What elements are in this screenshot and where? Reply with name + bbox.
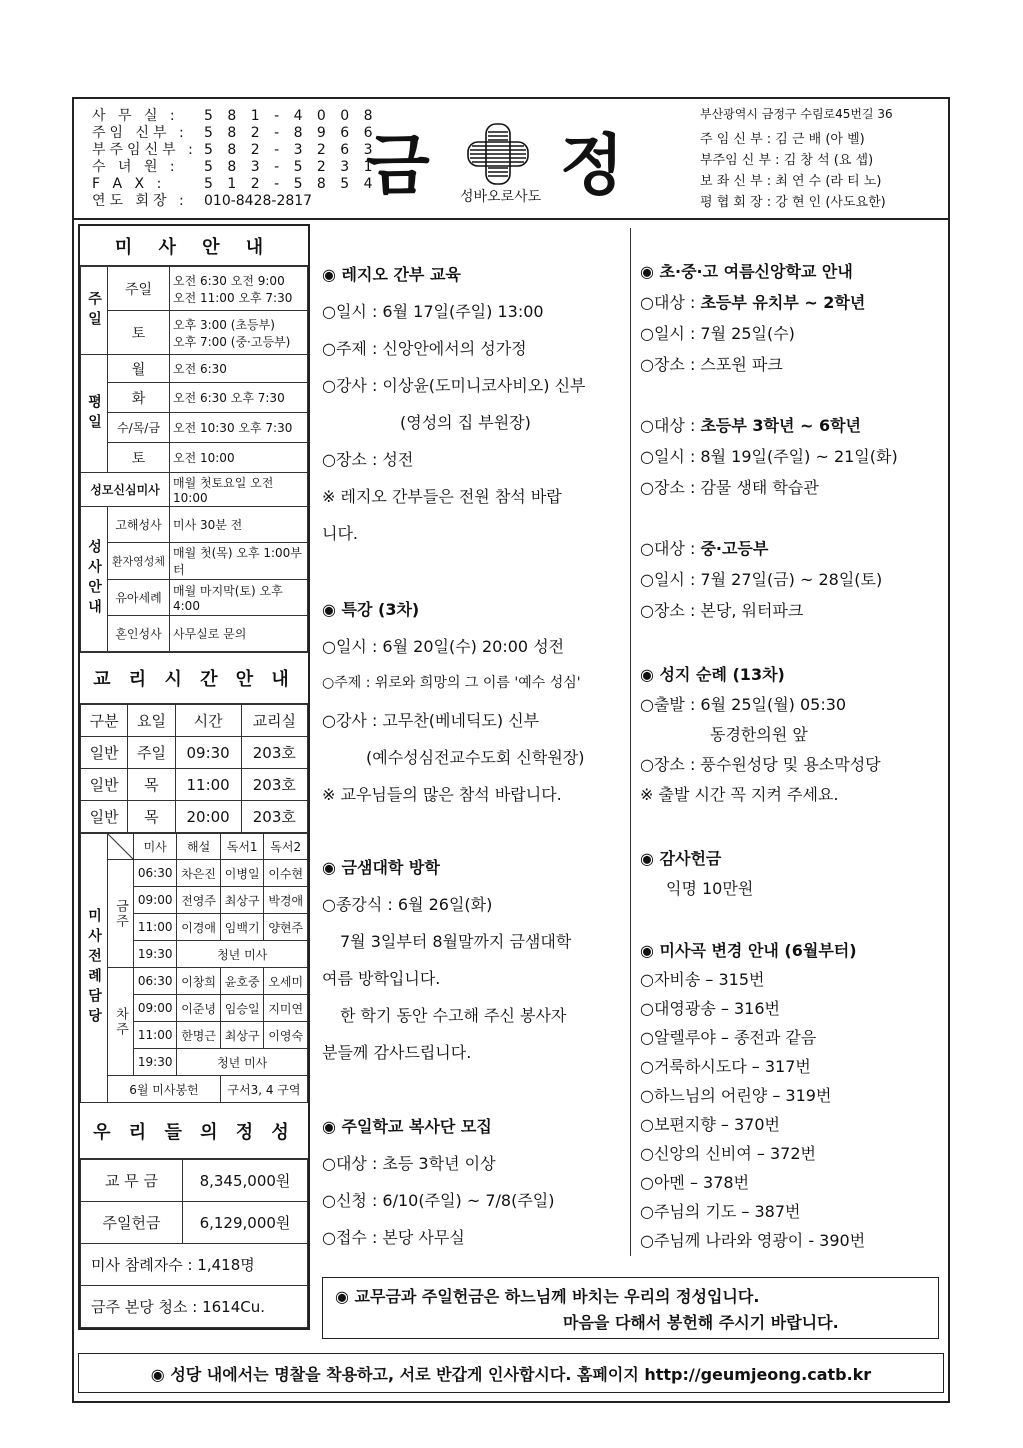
table-cell: 주일 (128, 737, 175, 769)
staff-row: 주 임 신 부 : 김 근 배 (아 벨) (700, 132, 865, 147)
text-line: ○자비송 – 315번 (640, 970, 765, 989)
table-cell: 최상구 (220, 1022, 264, 1049)
text-line: ○일시 : 6월 20일(수) 20:00 성전 (322, 637, 565, 656)
diagonal-divider-icon (108, 834, 133, 859)
text-line: ○접수 : 본당 사무실 (322, 1228, 465, 1247)
text-line: 여름 방학입니다. (322, 969, 441, 988)
table-cell: 한명근 (177, 1022, 221, 1049)
staff-row: 평 협 회 장 : 강 현 인 (사도요한) (700, 195, 886, 210)
text-span: 초등부 3학년 ~ 6학년 (700, 416, 862, 435)
attendance: 미사 참례자수 : 1,418명 (81, 1244, 308, 1286)
table-cell: 지미연 (264, 995, 308, 1022)
text-line: ○장소 : 감물 생태 학습관 (640, 478, 819, 497)
table-cell: 교 무 금 (81, 1160, 183, 1202)
text-line: ○하느님의 어린양 – 319번 (640, 1086, 832, 1105)
text-line: (영성의 집 부원장) (400, 413, 531, 432)
table-cell: 토 (108, 443, 170, 473)
text-line: ○종강식 : 6월 26일(화) (322, 895, 493, 914)
weekday-label: 평일 (81, 355, 108, 473)
text-line: ○일시 : 7월 27일(금) ~ 28일(토) (640, 570, 883, 589)
text-span: ○대상 : (640, 293, 701, 312)
text-span: ○대상 : (640, 416, 701, 435)
table-cell: 일반 (81, 737, 128, 769)
table-cell: 목 (128, 769, 175, 801)
text-span: 초등부 유치부 ~ 2학년 (700, 293, 866, 312)
text-line: ※ 레지오 간부들은 전원 참석 바랍 (322, 487, 562, 506)
table-cell: 11:00 (134, 1022, 177, 1049)
text-line: ○대상 : 초등 3학년 이상 (322, 1154, 496, 1173)
table-cell: 유아세례 (108, 580, 170, 616)
contact-row: 수 녀 원 : 5 8 3 - 5 2 3 1 (92, 159, 378, 175)
table-cell: 주일 (108, 267, 170, 311)
table-cell: 6,129,000원 (183, 1202, 308, 1244)
table-cell: 203호 (241, 801, 307, 833)
table-cell: 09:00 (134, 887, 177, 914)
text-line: ◉ 주일학교 복사단 모집 (322, 1117, 492, 1136)
text-line: ○장소 : 본당, 워터파크 (640, 601, 804, 620)
table-cell: 최상구 (220, 887, 264, 914)
text-line: ○장소 : 풍수원성당 및 용소막성당 (640, 755, 881, 774)
table-cell: 20:00 (175, 801, 241, 833)
liturgy-duty-table (80, 833, 308, 1103)
table-cell: 독서2 (264, 834, 308, 860)
cross-emblem-icon (466, 122, 530, 186)
contact-row: 주임 신부 : 5 8 2 - 8 9 6 6 (92, 125, 378, 141)
text-line: ※ 출발 시간 꼭 지켜 주세요. (640, 785, 839, 804)
table-cell: 해설 (177, 834, 221, 860)
table-cell: 미사 30분 전 (170, 507, 308, 543)
table-cell: 09:30 (175, 737, 241, 769)
table-cell: 오전 6:30 오후 7:30 (170, 383, 308, 413)
staff-list (700, 104, 893, 213)
table-row (81, 769, 308, 801)
table-cell (108, 834, 134, 860)
table-cell: 이경애 (177, 914, 221, 941)
text-line (640, 533, 898, 564)
text-line: ○알렐루야 – 종전과 같음 (640, 1028, 817, 1047)
sacrament-label: 성사안내 (81, 507, 108, 652)
table-cell: 토 (108, 311, 170, 355)
text-line: 분들께 감사드립니다. (322, 1043, 472, 1062)
offering-notice: ◉ 교무금과 주일헌금은 하느님께 바치는 우리의 정성입니다. 마음을 다해서 봉헌해 주시기 바랍니다. (322, 1277, 939, 1339)
table-cell: 박경애 (264, 887, 308, 914)
table-cell: 차주 (108, 968, 134, 1076)
text-line (640, 287, 898, 318)
text-line: 동경한의원 앞 (710, 725, 808, 744)
text-line: ○장소 : 스포원 파크 (640, 355, 783, 374)
table-cell: 요일 (128, 705, 175, 737)
table-cell: 전영주 (177, 887, 221, 914)
table-cell: 오전 6:30 오전 9:00 오전 11:00 오후 7:30 (170, 267, 308, 311)
text-line (640, 380, 898, 410)
header-divider (74, 218, 949, 220)
text-line: (예수성심전교수도회 신학원장) (366, 748, 585, 767)
table-cell: 목 (128, 801, 175, 833)
staff-row: 부주임 신 부 : 김 창 석 (요 셉) (700, 153, 874, 168)
text-line: ○주님께 나라와 영광이 - 390번 (640, 1231, 866, 1250)
college-section (322, 849, 571, 1071)
text-line: 한 학기 동안 수고해 주신 봉사자 (340, 1006, 567, 1025)
text-span: ○대상 : (640, 539, 701, 558)
mass-schedule-table (80, 266, 308, 652)
contact-list (92, 108, 378, 210)
table-cell: 8,345,000원 (183, 1160, 308, 1202)
table-cell: 이영숙 (264, 1022, 308, 1049)
table-cell: 06:30 (134, 968, 177, 995)
text-line: ○강사 : 고무찬(베네딕도) 신부 (322, 711, 540, 730)
text-line: ◉ 초·중·고 여름신앙학교 안내 (640, 262, 853, 281)
thanks-offering-section (640, 844, 753, 904)
text-line: ※ 교우님들의 많은 참석 바랍니다. (322, 785, 562, 804)
table-cell: 매월 첫(목) 오후 1:00부터 (170, 543, 308, 580)
table-cell: 이준녕 (177, 995, 221, 1022)
table-cell: 203호 (241, 769, 307, 801)
column-divider (630, 228, 631, 1256)
text-line: ○출발 : 6월 25일(월) 05:30 (640, 695, 847, 714)
title-right-glyph: 정 (560, 127, 624, 204)
table-cell: 11:00 (134, 914, 177, 941)
text-line: ○일시 : 6월 17일(주일) 13:00 (322, 302, 544, 321)
contact-row: F A X : 5 1 2 - 5 8 5 4 (92, 176, 378, 192)
table-cell: 차은진 (177, 860, 221, 887)
summer-camp-section (640, 256, 898, 626)
table-cell: 미사 (134, 834, 177, 860)
text-line (640, 410, 898, 441)
text-line: ○보편지향 – 370번 (640, 1115, 780, 1134)
table-cell: 화 (108, 383, 170, 413)
table-cell: 이창희 (177, 968, 221, 995)
table-cell: 오전 6:30 (170, 355, 308, 383)
table-cell: 독서1 (220, 834, 264, 860)
text-line: ○강사 : 이상윤(도미니코사비오) 신부 (322, 376, 586, 395)
table-cell: 매월 마지막(토) 오후 4:00 (170, 580, 308, 616)
title-left-glyph: 금 (366, 127, 430, 204)
text-line: ○주제 : 신앙안에서의 성가정 (322, 339, 527, 358)
hymn-change-section (640, 936, 865, 1255)
mass-title: 미 사 안 내 (80, 226, 308, 266)
cleaning: 금주 본당 청소 : 1614Cu. (81, 1286, 308, 1328)
table-cell: 주일헌금 (81, 1202, 183, 1244)
text-line: ○일시 : 8월 19일(주일) ~ 21일(화) (640, 447, 898, 466)
text-line: ○일시 : 7월 25일(수) (640, 324, 795, 343)
text-line: ○대영광송 – 316번 (640, 999, 780, 1018)
table-cell: 오세미 (264, 968, 308, 995)
contact-row: 연도 회장 : 010-8428-2817 (92, 193, 313, 209)
text-line: ○아멘 – 378번 (640, 1173, 750, 1192)
text-line: ◉ 미사곡 변경 안내 (6월부터) (640, 941, 857, 960)
table-cell: 오후 3:00 (초등부) 오후 7:00 (중·고등부) (170, 311, 308, 355)
table-cell: 매월 첫토요일 오전 10:00 (170, 473, 308, 507)
text-line: ○주제 : 위로와 희망의 그 이름 '예수 성심' (322, 675, 581, 691)
pilgrimage-section (640, 660, 881, 810)
giving-title: 우 리 들 의 정 성 (80, 1103, 308, 1159)
table-cell: 고해성사 (108, 507, 170, 543)
table-cell: 교리실 (241, 705, 307, 737)
duty-label: 미사전례담당 (81, 834, 108, 1103)
footer-text: ◉ 성당 내에서는 명찰을 착용하고, 서로 반갑게 인사합시다. 홈페이지 http://geumjeong.catb.kr (150, 1364, 872, 1384)
text-line (640, 503, 898, 533)
text-line: ○장소 : 성전 (322, 450, 414, 469)
table-cell: 19:30 (134, 941, 177, 968)
table-cell: 시간 (175, 705, 241, 737)
text-line: ◉ 감사헌금 (640, 849, 722, 868)
legio-section (322, 256, 585, 552)
giving-table (80, 1159, 308, 1328)
text-line: ○거룩하시도다 – 317번 (640, 1057, 811, 1076)
footer-notice (78, 1353, 944, 1393)
text-line: ◉ 특강 (3차) (322, 600, 420, 619)
table-cell: 사무실로 문의 (170, 616, 308, 652)
altar-server-section (322, 1108, 555, 1256)
staff-row: 보 좌 신 부 : 최 연 수 (라 티 노) (700, 174, 882, 189)
text-line: ◉ 성지 순례 (13차) (640, 665, 785, 684)
sunday-label: 주일 (81, 267, 108, 355)
table-cell: 환자영성체 (108, 543, 170, 580)
special-mass-label: 성모신심미사 (81, 473, 170, 507)
table-cell: 6월 미사봉헌 (108, 1076, 221, 1103)
table-cell: 혼인성사 (108, 616, 170, 652)
address: 부산광역시 금정구 수림로45번길 36 (700, 107, 893, 121)
table-cell: 09:00 (134, 995, 177, 1022)
text-line: 익명 10만원 (666, 879, 754, 898)
table-cell: 수/목/금 (108, 413, 170, 443)
table-cell: 오전 10:30 오후 7:30 (170, 413, 308, 443)
table-row (81, 801, 308, 833)
table-cell: 청년 미사 (177, 941, 308, 968)
masthead-logo (360, 112, 640, 212)
table-cell: 이병일 (220, 860, 264, 887)
table-cell: 06:30 (134, 860, 177, 887)
contact-row: 부주임신부 : 5 8 2 - 3 2 6 3 (92, 142, 378, 158)
text-line: ◉ 레지오 간부 교육 (322, 265, 461, 284)
table-cell: 일반 (81, 801, 128, 833)
table-cell: 11:00 (175, 769, 241, 801)
table-cell: 203호 (241, 737, 307, 769)
text-line: 니다. (322, 524, 358, 543)
parish-name: 성바오로사도 (460, 189, 542, 205)
table-cell: 이수현 (264, 860, 308, 887)
catechism-table (80, 704, 308, 833)
table-cell: 구서3, 4 구역 (220, 1076, 307, 1103)
table-cell: 금주 (108, 860, 134, 968)
table-cell: 청년 미사 (177, 1049, 308, 1076)
table-cell: 임승일 (220, 995, 264, 1022)
table-cell: 월 (108, 355, 170, 383)
table-cell: 일반 (81, 769, 128, 801)
text-span: 중·고등부 (700, 539, 769, 558)
table-cell: 윤호중 (220, 968, 264, 995)
table-cell: 양현주 (264, 914, 308, 941)
left-sidebar (78, 224, 310, 1330)
table-row (81, 737, 308, 769)
table-cell: 19:30 (134, 1049, 177, 1076)
table-cell: 오전 10:00 (170, 443, 308, 473)
text-line: ○신청 : 6/10(주일) ~ 7/8(주일) (322, 1191, 555, 1210)
text-line: ○주님의 기도 – 387번 (640, 1202, 801, 1221)
table-cell: 구분 (81, 705, 128, 737)
catechism-title: 교 리 시 간 안 내 (80, 652, 308, 704)
text-line: ○신앙의 신비여 – 372번 (640, 1144, 816, 1163)
table-cell: 임백기 (220, 914, 264, 941)
lecture-section (322, 591, 585, 813)
text-line: ◉ 금샘대학 방학 (322, 858, 440, 877)
text-line: 7월 3일부터 8월말까지 금샘대학 (340, 932, 572, 951)
contact-row: 사 무 실 : 5 8 1 - 4 0 0 8 (92, 108, 378, 124)
